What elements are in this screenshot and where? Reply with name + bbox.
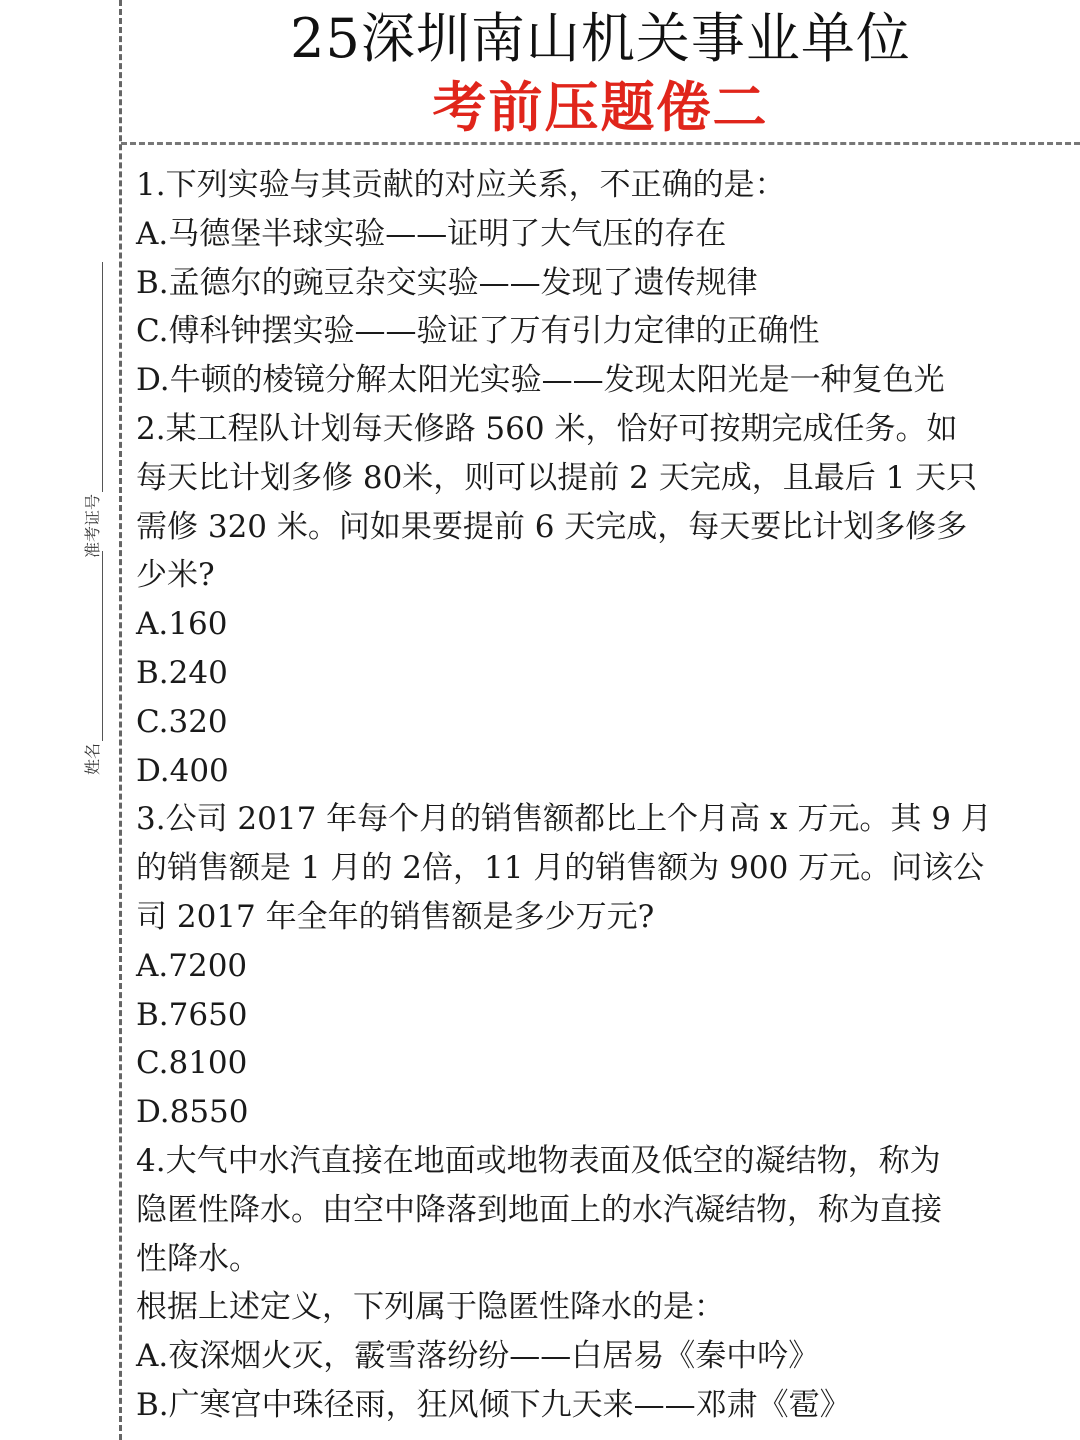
question-3-stem-line-2: 的销售额是 1 月的 2倍，11 月的销售额为 900 万元。问该公 [136, 850, 985, 887]
exam-id-blank [88, 262, 103, 492]
question-2-option-c: C.320 [136, 703, 228, 740]
question-3-stem-line-3: 司 2017 年全年的销售额是多少万元? [136, 898, 655, 935]
exam-id-label: 准考证号 [83, 493, 102, 558]
page-title: 25深圳南山机关事业单位 [290, 7, 911, 70]
question-4 [136, 1137, 1066, 1430]
binding-dashed-line [119, 0, 122, 1440]
question-2-stem-line-3: 需修 320 米。问如果要提前 6 天完成，每天要比计划多修多 [136, 508, 968, 545]
question-1-option-c: C.傅科钟摆实验——验证了万有引力定律的正确性 [136, 313, 820, 350]
question-4-stem-line-1: 4.大气中水汽直接在地面或地物表面及低空的凝结物，称为 [136, 1142, 941, 1179]
question-3-option-b: B.7650 [136, 996, 248, 1033]
page-subtitle: 考前压题倦二 [432, 75, 769, 139]
question-1-option-b: B.孟德尔的豌豆杂交实验——发现了遗传规律 [136, 264, 758, 301]
question-4-option-a: A.夜深烟火灭，霰雪落纷纷——白居易《秦中吟》 [136, 1338, 820, 1375]
question-2-option-b: B.240 [136, 654, 228, 691]
question-3-stem-line-1: 3.公司 2017 年每个月的销售额都比上个月高 x 万元。其 9 月 [136, 801, 992, 838]
question-4-stem-line-3: 性降水。 [136, 1240, 260, 1277]
question-2-option-d: D.400 [136, 752, 229, 789]
question-2-option-a: A.160 [136, 606, 228, 643]
question-1-stem: 1.下列实验与其贡献的对应关系，不正确的是： [136, 167, 786, 203]
question-3 [136, 795, 1066, 1137]
question-4-prompt: 根据上述定义，下列属于隐匿性降水的是： [136, 1289, 725, 1326]
question-1 [136, 161, 1066, 405]
header-dashed-separator [121, 142, 1080, 145]
question-3-option-c: C.8100 [136, 1045, 248, 1082]
question-2 [136, 405, 1066, 795]
name-blank [88, 551, 103, 741]
question-3-option-a: A.7200 [136, 947, 248, 984]
question-list [136, 161, 1066, 1430]
question-4-stem-line-2: 隐匿性降水。由空中降落到地面上的水汽凝结物，称为直接 [136, 1191, 942, 1228]
name-field [80, 551, 103, 775]
exam-id-field [80, 262, 103, 558]
question-2-stem-line-4: 少米? [136, 557, 215, 594]
question-2-stem-line-1: 2.某工程队计划每天修路 560 米，恰好可按期完成任务。如 [136, 410, 958, 447]
name-label: 姓名 [83, 742, 102, 775]
question-2-stem-line-2: 每天比计划多修 80米，则可以提前 2 天完成，且最后 1 天只 [136, 459, 978, 496]
question-3-option-d: D.8550 [136, 1094, 249, 1131]
question-4-option-b: B.广寒宫中珠径雨，狂风倾下九天来——邓肃《雹》 [136, 1386, 851, 1423]
question-1-option-a: A.马德堡半球实验——证明了大气压的存在 [136, 215, 727, 252]
question-1-option-d: D.牛顿的棱镜分解太阳光实验——发现太阳光是一种复色光 [136, 362, 945, 399]
